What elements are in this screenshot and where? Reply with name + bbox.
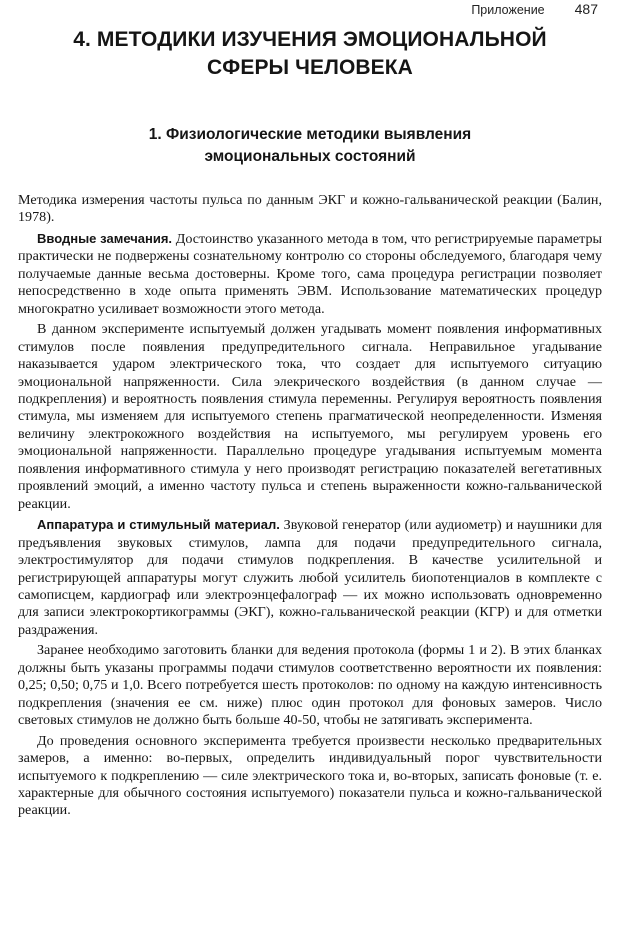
- runin-heading-intro-remarks: Вводные замечания.: [37, 230, 173, 246]
- paragraph-experiment: В данном эксперименте испытуемый должен угадывать момент появления информативных стимулов после появления предупредительного сигнала. Неправильное угадывание наказывается ударом электрического тока, что создает для испытуемого ситуацию эмоциональной напряженности. Сила элекрического воздействия (в данном случае — подкрепления) и вероятность появления стимула переменны. Регулируя вероятность появления стимула, мы изменяем для испытуемого степень прагматической неопределенности. Изменяя величину электрокожного воздействия на испытуемого, мы регулируем уровень его эмоциональной напряженности. Параллельно процедуре угадывания испытуемым момента появления информативного стимула у него производят регистрацию показателей вегетативных проявлений эмоций, а именно частоту пульса и степень выраженности кожно-гальванической реакции.: [18, 321, 602, 512]
- running-title: Приложение: [471, 3, 545, 17]
- paragraph-intro-remarks: [18, 230, 602, 318]
- runin-heading-apparatus: Аппаратура и стимульный материал.: [37, 517, 280, 533]
- paragraph-preliminary: До проведения основного эксперимента требуется произвести несколько предварительных замеров, а именно: во-первых, определить индивидуальный порог чувствительности испытуемого к подкреплению — силе электрического тока и, во-вторых, записать фоновые (т. е. характерные для обычного состояния испытуемого) показатели пульса и кожно-гальванической реакции.: [18, 732, 602, 819]
- intro-paragraph: Методика измерения частоты пульса по данным ЭКГ и кожно-гальванической реакции (Балин, 1978).: [18, 192, 602, 226]
- section-title-line-1: 1. Физиологические методики выявления: [148, 126, 472, 143]
- section-title-line-2: эмоциональных состояний: [204, 148, 416, 165]
- paragraph-text: Достоинство указанного метода в том, что регистрируемые параметры практически не подвержены сознательному контролю со стороны обследуемого, благодаря чему получаемые данные весьма достоверны. Кроме того, сама процедура регистрации позволяет непосредственно в ходе опыта применять ЭВМ. Использование математических процедур многократно усиливает возможности этого метода.: [18, 230, 603, 317]
- chapter-title-line-2: СФЕРЫ ЧЕЛОВЕКА: [207, 56, 413, 79]
- chapter-title: [40, 26, 580, 82]
- paragraph-apparatus: [18, 516, 602, 639]
- chapter-title-line-1: 4. МЕТОДИКИ ИЗУЧЕНИЯ ЭМОЦИОНАЛЬНОЙ: [73, 28, 547, 51]
- body-text: [18, 192, 602, 823]
- section-title: [60, 124, 560, 168]
- running-header: [471, 1, 598, 17]
- paragraph-protocol: Заранее необходимо заготовить бланки для ведения протокола (формы 1 и 2). В этих бланках должны быть указаны программы подачи стимулов соответственно вероятности их появления: 0,25; 0,50; 0,75 и 1,0. Всего потребуется шесть протоколов: по одному на каждую интенсивность подкрепления (значения ее см. ниже) плюс один протокол для фоновых замеров. Число световых стимулов не должно быть больше 40-50, чтобы не затягивать эксперимента.: [18, 642, 602, 729]
- page-number: 487: [574, 1, 598, 17]
- paragraph-text: Звуковой генератор (или аудиометр) и наушники для предъявления звуковых стимулов, лампа для подачи предупредительного сигнала, электростимулятор для подачи стимулов подкрепления. В качестве усилительной и регистрирующей аппаратуры могут служить любой усилитель биопотенциалов в комплекте с самописцем, кардиограф или электроэнцефалограф — их можно использовать одновременно для записи электрокортикограммы (ЭКГ), кожно-гальванической реакции (КГР) и для отметки раздражения.: [18, 517, 602, 638]
